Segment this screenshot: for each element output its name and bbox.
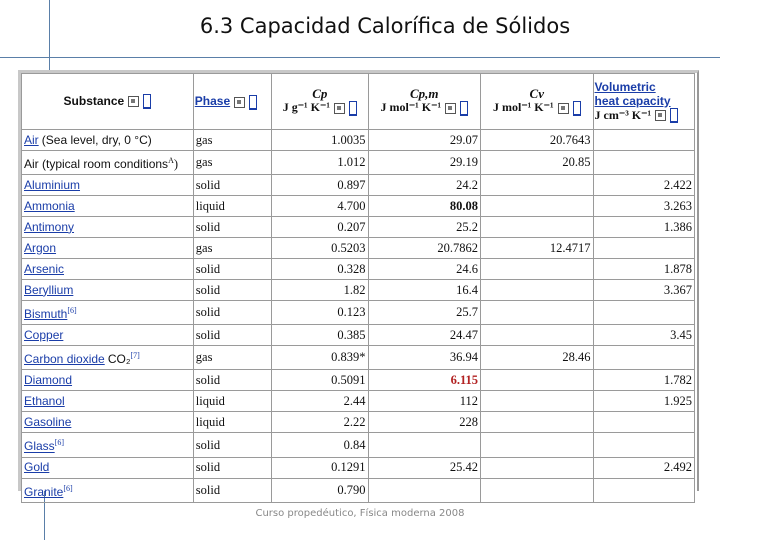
reference-icon[interactable] (143, 94, 151, 109)
sort-icon[interactable] (445, 103, 456, 114)
cv-cell (481, 259, 594, 280)
cv-cell (481, 457, 594, 478)
substance-cell (22, 130, 194, 151)
table-row (22, 346, 695, 370)
substance-cell (22, 301, 194, 325)
cp-cell: 0.328 (272, 259, 368, 280)
table-row (22, 175, 695, 196)
cpm-cell: 6.115 (368, 370, 481, 391)
cv-symbol: Cv (529, 86, 544, 102)
cp-cell: 4.700 (272, 196, 368, 217)
reference-icon[interactable] (249, 95, 257, 110)
volumetric-cell (593, 433, 694, 457)
cpm-cell: 24.47 (368, 325, 481, 346)
cp-cell: 0.385 (272, 325, 368, 346)
substance-cell (22, 370, 194, 391)
table-row (22, 478, 695, 502)
cv-cell (481, 217, 594, 238)
substance-link[interactable]: Gold (24, 460, 50, 475)
reference-superscript[interactable]: [6] (63, 483, 73, 493)
cv-cell (481, 280, 594, 301)
substance-cell: Air (typical room conditions$^A$) (22, 151, 194, 175)
table-row (22, 412, 695, 433)
cpm-cell: 25.7 (368, 301, 481, 325)
table-row (22, 433, 695, 457)
phase-cell: gas (193, 151, 271, 175)
sort-icon[interactable] (558, 103, 569, 114)
cp-symbol: Cp (312, 86, 328, 102)
table-row (22, 370, 695, 391)
table-row (22, 130, 695, 151)
cv-cell (481, 370, 594, 391)
substance-link[interactable]: Beryllium (24, 282, 74, 297)
reference-icon[interactable] (349, 101, 357, 116)
substance-link[interactable]: Bismuth (24, 307, 68, 322)
substance-link[interactable]: Aluminium (24, 177, 81, 192)
table-row (22, 457, 695, 478)
volumetric-unit: J cm⁻³ K⁻¹ (594, 107, 652, 122)
cv-unit: J mol⁻¹ K⁻¹ (493, 100, 554, 115)
cv-cell (481, 433, 594, 457)
volumetric-cell: 3.263 (593, 196, 694, 217)
phase-cell: solid (193, 478, 271, 502)
cv-cell: 12.4717 (481, 238, 594, 259)
cp-cell: 0.5091 (272, 370, 368, 391)
slide-title: 6.3 Capacidad Calorífica de Sólidos (199, 14, 571, 38)
volumetric-cell (593, 346, 694, 370)
cpm-cell: 29.19 (368, 151, 481, 175)
phase-cell: gas (193, 238, 271, 259)
decorative-vertical-line-top (49, 0, 50, 75)
substance-note: (Sea level, dry, 0 °C) (41, 132, 152, 147)
cpm-cell: 29.07 (368, 130, 481, 151)
substance-cell (22, 412, 194, 433)
cp-cell: 0.123 (272, 301, 368, 325)
phase-cell: liquid (193, 412, 271, 433)
cp-cell: 0.207 (272, 217, 368, 238)
volumetric-header-link-2[interactable]: heat capacity (594, 93, 671, 108)
cpm-cell: 25.2 (368, 217, 481, 238)
table-row (22, 259, 695, 280)
substance-link[interactable]: Air (24, 132, 39, 147)
table-row (22, 325, 695, 346)
cp-unit: J g⁻¹ K⁻¹ (282, 100, 330, 115)
table-row (22, 391, 695, 412)
cpm-cell: 20.7862 (368, 238, 481, 259)
sort-icon[interactable] (234, 97, 245, 108)
table-header-row (22, 74, 695, 130)
substance-cell (22, 346, 194, 370)
volumetric-cell: 3.45 (593, 325, 694, 346)
heat-capacity-table (21, 73, 695, 503)
phase-cell: solid (193, 280, 271, 301)
substance-cell (22, 280, 194, 301)
reference-superscript[interactable]: [6] (67, 306, 77, 316)
phase-column-header[interactable] (193, 74, 271, 130)
cpm-cell: 16.4 (368, 280, 481, 301)
sort-icon[interactable] (128, 96, 139, 107)
cp-column-header (272, 74, 368, 130)
cp-cell: 0.790 (272, 478, 368, 502)
cpm-cell (368, 478, 481, 502)
phase-header-link[interactable]: Phase (194, 94, 231, 108)
cp-cell: 2.44 (272, 391, 368, 412)
substance-cell (22, 391, 194, 412)
volumetric-cell (593, 151, 694, 175)
decorative-horizontal-line (0, 57, 720, 58)
cp-cell: 0.839* (272, 346, 368, 370)
volumetric-cell (593, 412, 694, 433)
substance-cell (22, 478, 194, 502)
substance-link[interactable]: Glass (24, 439, 55, 454)
cv-cell (481, 412, 594, 433)
substance-note: Air (typical room conditions (24, 157, 169, 172)
cv-cell: 20.7643 (481, 130, 594, 151)
phase-cell: liquid (193, 391, 271, 412)
cpm-cell: 24.6 (368, 259, 481, 280)
reference-icon[interactable] (460, 101, 468, 116)
substance-link[interactable]: Carbon dioxide (24, 352, 105, 367)
phase-cell: solid (193, 259, 271, 280)
phase-cell: solid (193, 175, 271, 196)
cpm-cell: 25.42 (368, 457, 481, 478)
substance-header-label: Substance (63, 94, 125, 108)
cpm-cell: 112 (368, 391, 481, 412)
phase-cell: solid (193, 433, 271, 457)
table-row (22, 301, 695, 325)
cpm-cell: 80.08 (368, 196, 481, 217)
substance-cell (22, 196, 194, 217)
cp-cell: 0.84 (272, 433, 368, 457)
volumetric-cell (593, 130, 694, 151)
cp-cell: 2.22 (272, 412, 368, 433)
volumetric-cell: 1.925 (593, 391, 694, 412)
phase-cell: gas (193, 346, 271, 370)
reference-icon[interactable] (670, 108, 678, 123)
volumetric-column-header (593, 74, 694, 130)
substance-link[interactable]: Diamond (24, 372, 73, 387)
phase-cell: solid (193, 457, 271, 478)
substance-link[interactable]: Arsenic (24, 261, 65, 276)
sort-icon[interactable] (334, 103, 345, 114)
volumetric-cell: 2.422 (593, 175, 694, 196)
reference-superscript[interactable]: A (168, 156, 174, 165)
cv-cell (481, 175, 594, 196)
footer-text: Curso propedéutico, Física moderna 2008 (255, 508, 465, 519)
reference-superscript[interactable]: [6] (54, 438, 65, 448)
substance-link[interactable]: Ethanol (24, 393, 65, 408)
volumetric-cell (593, 301, 694, 325)
substance-note: CO₂ (107, 352, 131, 367)
phase-cell: solid (193, 301, 271, 325)
substance-link[interactable]: Ammonia (24, 198, 75, 213)
substance-cell (22, 457, 194, 478)
volumetric-cell: 1.782 (593, 370, 694, 391)
cpm-column-header (368, 74, 481, 130)
table-row (22, 196, 695, 217)
cv-cell (481, 196, 594, 217)
heat-capacity-table-frame (18, 70, 699, 499)
substance-link[interactable]: Antimony (24, 219, 75, 234)
substance-link[interactable]: Copper (24, 327, 64, 342)
cv-column-header (481, 74, 594, 130)
phase-cell: solid (193, 325, 271, 346)
cp-cell: 1.82 (272, 280, 368, 301)
cpm-cell: 228 (368, 412, 481, 433)
volumetric-cell: 1.878 (593, 259, 694, 280)
volumetric-cell: 2.492 (593, 457, 694, 478)
cpm-cell: 24.2 (368, 175, 481, 196)
reference-superscript[interactable]: [7] (130, 351, 140, 361)
phase-cell: liquid (193, 196, 271, 217)
cv-cell: 28.46 (481, 346, 594, 370)
volumetric-cell: 3.367 (593, 280, 694, 301)
table-row (22, 151, 695, 175)
volumetric-cell: 1.386 (593, 217, 694, 238)
cp-cell: 0.897 (272, 175, 368, 196)
substance-cell (22, 175, 194, 196)
substance-link[interactable]: Gasoline (24, 414, 72, 429)
substance-cell (22, 433, 194, 457)
table-row (22, 217, 695, 238)
cv-cell (481, 325, 594, 346)
cp-cell: 0.5203 (272, 238, 368, 259)
volumetric-header-link-1[interactable]: Volumetric (594, 79, 656, 94)
table-row (22, 238, 695, 259)
cpm-unit: J mol⁻¹ K⁻¹ (380, 100, 442, 115)
cpm-cell (368, 433, 481, 457)
cp-cell: 1.0035 (272, 130, 368, 151)
cv-cell (481, 301, 594, 325)
substance-link[interactable]: Argon (24, 240, 57, 255)
phase-cell: gas (193, 130, 271, 151)
substance-cell (22, 259, 194, 280)
volumetric-cell (593, 238, 694, 259)
cv-cell (481, 391, 594, 412)
reference-icon[interactable] (573, 101, 581, 116)
sort-icon[interactable] (655, 110, 666, 121)
substance-cell (22, 217, 194, 238)
cpm-cell: 36.94 (368, 346, 481, 370)
substance-cell (22, 325, 194, 346)
table-row (22, 280, 695, 301)
cv-cell: 20.85 (481, 151, 594, 175)
substance-cell (22, 238, 194, 259)
cpm-symbol: Cp,m (410, 86, 439, 102)
cp-cell: 1.012 (272, 151, 368, 175)
phase-cell: solid (193, 370, 271, 391)
volumetric-cell (593, 478, 694, 502)
cv-cell (481, 478, 594, 502)
substance-link[interactable]: Granite (24, 484, 64, 499)
substance-column-header[interactable] (22, 74, 194, 130)
phase-cell: solid (193, 217, 271, 238)
cp-cell: 0.1291 (272, 457, 368, 478)
